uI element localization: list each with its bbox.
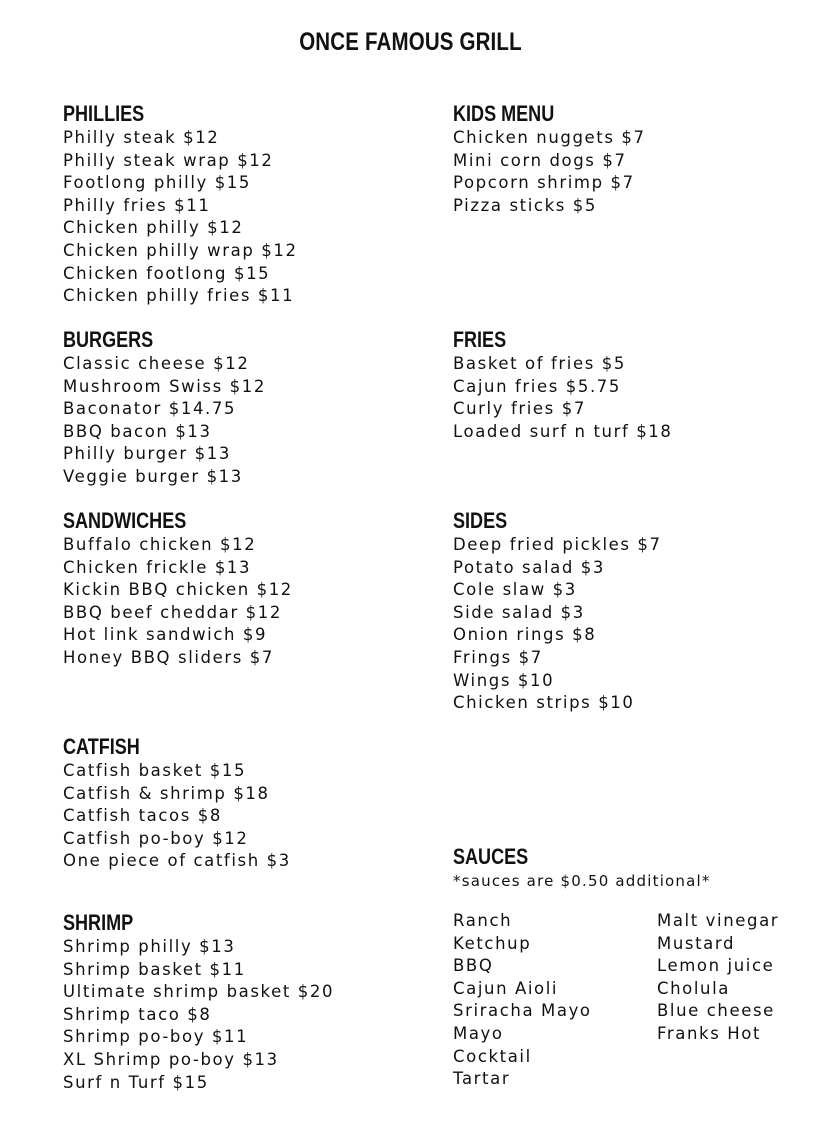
menu-item: BBQ beef cheddar $12 <box>63 602 282 622</box>
menu-item: Pizza sticks $5 <box>453 195 597 215</box>
section-shrimp <box>63 910 403 1094</box>
item-list <box>63 353 403 489</box>
section-heading: SIDES <box>453 508 508 533</box>
menu-item: Catfish & shrimp $18 <box>63 783 270 803</box>
menu-item: Mushroom Swiss $12 <box>63 376 266 396</box>
section-kids-menu <box>453 101 793 217</box>
menu-item: Kickin BBQ chicken $12 <box>63 580 293 600</box>
section-phillies <box>63 101 403 308</box>
menu-item: Cajun fries $5.75 <box>453 376 621 396</box>
menu-item: Chicken frickle $13 <box>63 557 252 577</box>
item-list <box>657 910 821 1046</box>
menu-item: Catfish po-boy $12 <box>63 828 249 848</box>
section-heading: SANDWICHES <box>63 508 187 533</box>
menu-item: Tartar <box>453 1069 511 1089</box>
section-sandwiches <box>63 508 403 670</box>
menu-item: Cholula <box>657 978 731 998</box>
menu-item: Catfish tacos $8 <box>63 806 222 826</box>
section-sauces <box>453 844 793 892</box>
menu-item: Hot link sandwich $9 <box>63 625 268 645</box>
menu-item: Malt vinegar <box>657 911 780 930</box>
menu-item: Franks Hot <box>657 1023 762 1043</box>
menu-title: ONCE FAMOUS GRILL <box>299 28 522 56</box>
menu-item: Shrimp philly $13 <box>63 937 236 956</box>
menu-item: BBQ bacon $13 <box>63 421 212 441</box>
menu-item: Potato salad $3 <box>453 557 605 577</box>
item-list <box>453 910 623 1091</box>
menu-item: Ketchup <box>453 933 532 953</box>
menu-item: Blue cheese <box>657 1001 775 1021</box>
menu-item: Chicken philly fries $11 <box>63 286 295 306</box>
item-list <box>63 127 403 308</box>
menu-item: Shrimp taco $8 <box>63 1004 212 1024</box>
menu-item: Side salad $3 <box>453 602 585 622</box>
menu-item: Footlong philly $15 <box>63 173 252 193</box>
section-heading: FRIES <box>453 327 507 352</box>
menu-item: Chicken philly wrap $12 <box>63 240 298 260</box>
item-list <box>63 936 403 1094</box>
menu-item: Frings $7 <box>453 647 543 667</box>
menu-item: Cocktail <box>453 1046 532 1066</box>
item-list <box>453 353 793 443</box>
menu-item: Popcorn shrimp $7 <box>453 173 635 193</box>
menu-item: Baconator $14.75 <box>63 399 237 419</box>
menu-item: Mini corn dogs $7 <box>453 150 627 170</box>
item-list <box>63 760 403 873</box>
menu-item: Shrimp basket $11 <box>63 959 246 979</box>
menu-item: Curly fries $7 <box>453 399 586 419</box>
menu-item: Classic cheese $12 <box>63 354 250 373</box>
menu-item: Basket of fries $5 <box>453 354 626 373</box>
section-catfish <box>63 734 403 873</box>
menu-item: Philly steak $12 <box>63 128 220 147</box>
item-list <box>63 534 403 670</box>
sauces-column-2 <box>657 910 821 1046</box>
menu-item: Mayo <box>453 1023 504 1043</box>
menu-item: Philly burger $13 <box>63 444 231 464</box>
section-heading: SAUCES <box>453 844 529 869</box>
menu-item: Sriracha Mayo <box>453 1001 592 1021</box>
section-sides <box>453 508 793 715</box>
menu-item: Chicken strips $10 <box>453 693 635 713</box>
menu-item: Honey BBQ sliders $7 <box>63 647 275 667</box>
sauces-note: *sauces are $0.50 additional* <box>453 872 711 890</box>
menu-item: BBQ <box>453 956 494 976</box>
menu-item: Catfish basket $15 <box>63 761 247 780</box>
menu-item: Philly steak wrap $12 <box>63 150 274 170</box>
item-list <box>453 534 793 715</box>
menu-item: Onion rings $8 <box>453 625 597 645</box>
menu-item: Buffalo chicken $12 <box>63 535 257 554</box>
menu-item: Lemon juice <box>657 956 775 976</box>
menu-item: Chicken nuggets $7 <box>453 128 646 147</box>
menu-item: Ultimate shrimp basket $20 <box>63 982 335 1002</box>
menu-item: One piece of catfish $3 <box>63 851 291 871</box>
menu-item: Cole slaw $3 <box>453 580 577 600</box>
menu-item: Deep fried pickles $7 <box>453 535 662 554</box>
menu-item: Loaded surf n turf $18 <box>453 421 673 441</box>
menu-item: Veggie burger $13 <box>63 466 243 486</box>
section-heading: CATFISH <box>63 734 140 759</box>
menu-item: Ranch <box>453 911 513 930</box>
menu-item: Shrimp po-boy $11 <box>63 1027 249 1047</box>
section-fries <box>453 327 793 443</box>
menu-item: Wings $10 <box>453 670 555 690</box>
menu-item: Surf n Turf $15 <box>63 1072 209 1092</box>
menu-item: Chicken footlong $15 <box>63 263 271 283</box>
menu-item: Cajun Aioli <box>453 978 559 998</box>
menu-item: XL Shrimp po-boy $13 <box>63 1049 279 1069</box>
section-heading: SHRIMP <box>63 910 134 935</box>
menu-item: Mustard <box>657 933 736 953</box>
menu-item: Philly fries $11 <box>63 195 211 215</box>
section-heading: PHILLIES <box>63 101 145 126</box>
section-heading: BURGERS <box>63 327 154 352</box>
section-heading: KIDS MENU <box>453 101 555 126</box>
menu-item: Chicken philly $12 <box>63 218 244 238</box>
section-burgers <box>63 327 403 489</box>
item-list <box>453 127 793 217</box>
sauces-column-1 <box>453 910 623 1091</box>
